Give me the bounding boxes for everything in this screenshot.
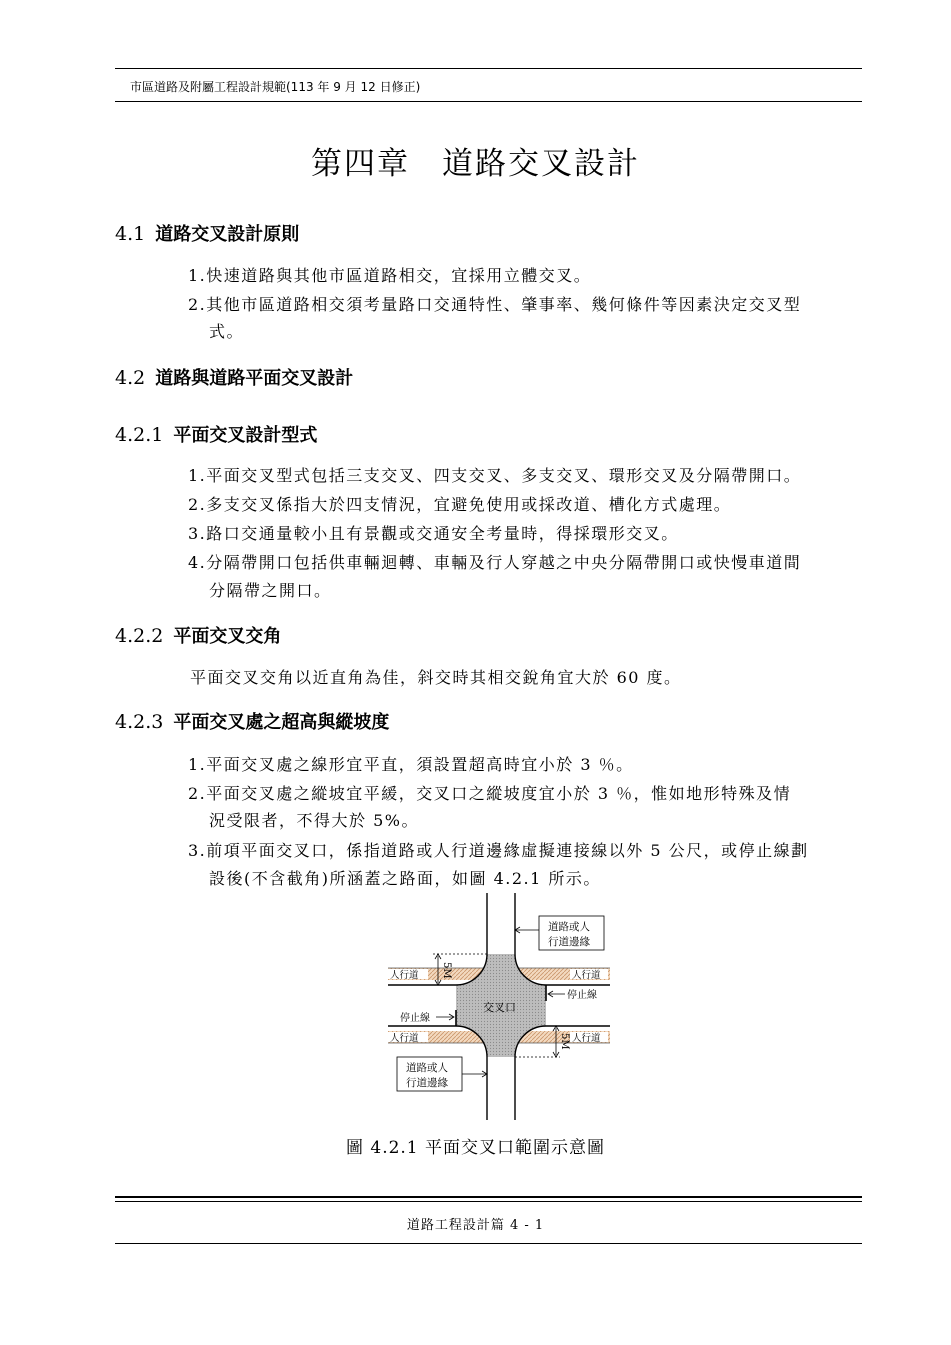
callout-road-edge-upper-2: 行道邊緣 — [548, 936, 590, 948]
callout-road-edge-upper-1: 道路或人 — [548, 921, 590, 933]
list-item: 1.平面交叉處之線形宜平直，須設置超高時宜小於 3 ％。 — [188, 755, 634, 774]
section-heading-4-2-3 — [115, 708, 389, 734]
dimension-5m-upper: 5M — [441, 962, 452, 979]
label-sidewalk-upper-left: 人行道 — [390, 970, 419, 981]
list-item: 2.平面交叉處之縱坡宜平緩，交叉口之縱坡度宜小於 3 ％，惟如地形特殊及情 — [188, 784, 792, 803]
label-stop-line-left: 停止線 — [400, 1013, 430, 1024]
header-bottom-rule — [115, 101, 862, 102]
section-number: 4.2.1 — [115, 424, 164, 446]
footer-bottom-rule — [115, 1243, 862, 1244]
list-item: 3.路口交通量較小且有景觀或交通安全考量時，得採環形交叉。 — [188, 524, 679, 543]
chapter-name: 道路交叉設計 — [442, 146, 640, 182]
label-sidewalk-lower-left: 人行道 — [390, 1033, 419, 1044]
list-item: 2.其他市區道路相交須考量路口交通特性、肇事率、幾何條件等因素決定交叉型 — [188, 295, 802, 314]
list-item: 2.多支交叉係指大於四支情況，宜避免使用或採改道、槽化方式處理。 — [188, 495, 732, 514]
section-number: 4.2 — [115, 367, 146, 389]
list-item-continuation: 設後(不含截角)所涵蓋之路面，如圖 4.2.1 所示。 — [209, 869, 601, 888]
list-item: 4.分隔帶開口包括供車輛迴轉、車輛及行人穿越之中央分隔帶開口或快慢車道間 — [188, 553, 802, 572]
section-title: 平面交叉設計型式 — [173, 425, 318, 446]
paragraph: 平面交叉交角以近直角為佳，斜交時其相交銳角宜大於 60 度。 — [190, 668, 682, 687]
list-item-continuation: 分隔帶之開口。 — [209, 581, 332, 600]
label-sidewalk-lower-right: 人行道 — [572, 1033, 601, 1044]
section-number: 4.2.2 — [115, 625, 164, 647]
list-item-continuation: 況受限者，不得大於 5%。 — [209, 811, 419, 830]
intersection-diagram — [385, 890, 615, 1122]
section-title: 道路與道路平面交叉設計 — [155, 368, 354, 389]
running-header: 市區道路及附屬工程設計規範(113 年 9 月 12 日修正) — [130, 80, 421, 94]
section-title: 平面交叉交角 — [173, 626, 282, 647]
figure-caption: 圖 4.2.1 平面交叉口範圍示意圖 — [345, 1138, 606, 1158]
header-top-rule — [115, 68, 862, 69]
section-heading-4-2-1 — [115, 421, 317, 447]
section-number: 4.1 — [115, 223, 146, 245]
list-item-continuation: 式。 — [209, 322, 245, 341]
list-item: 1.平面交叉型式包括三支交叉、四支交叉、多支交叉、環形交叉及分隔帶開口。 — [188, 466, 802, 485]
list-item: 3.前項平面交叉口，係指道路或人行道邊緣虛擬連接線以外 5 公尺，或停止線劃 — [188, 841, 809, 860]
dimension-5m-lower: 5M — [559, 1033, 570, 1050]
list-item: 1.快速道路與其他市區道路相交，宜採用立體交叉。 — [188, 266, 592, 285]
label-stop-line-right: 停止線 — [567, 990, 597, 1001]
callout-road-edge-lower-2: 行道邊緣 — [406, 1077, 448, 1089]
section-heading-4-2-2 — [115, 622, 281, 648]
section-title: 平面交叉處之超高與縱坡度 — [173, 712, 390, 733]
footer-rule-thin — [115, 1201, 862, 1202]
label-intersection: 交叉口 — [483, 1001, 516, 1014]
label-sidewalk-upper-right: 人行道 — [572, 970, 601, 981]
section-heading-4-1 — [115, 220, 299, 246]
chapter-title — [0, 138, 951, 183]
section-heading-4-2 — [115, 364, 353, 390]
chapter-number: 第四章 — [311, 146, 410, 182]
callout-road-edge-lower-1: 道路或人 — [406, 1062, 448, 1074]
page-footer: 道路工程設計篇 4 - 1 — [406, 1218, 545, 1233]
section-title: 道路交叉設計原則 — [155, 224, 300, 245]
section-number: 4.2.3 — [115, 711, 164, 733]
footer-rule-thick — [115, 1196, 862, 1198]
